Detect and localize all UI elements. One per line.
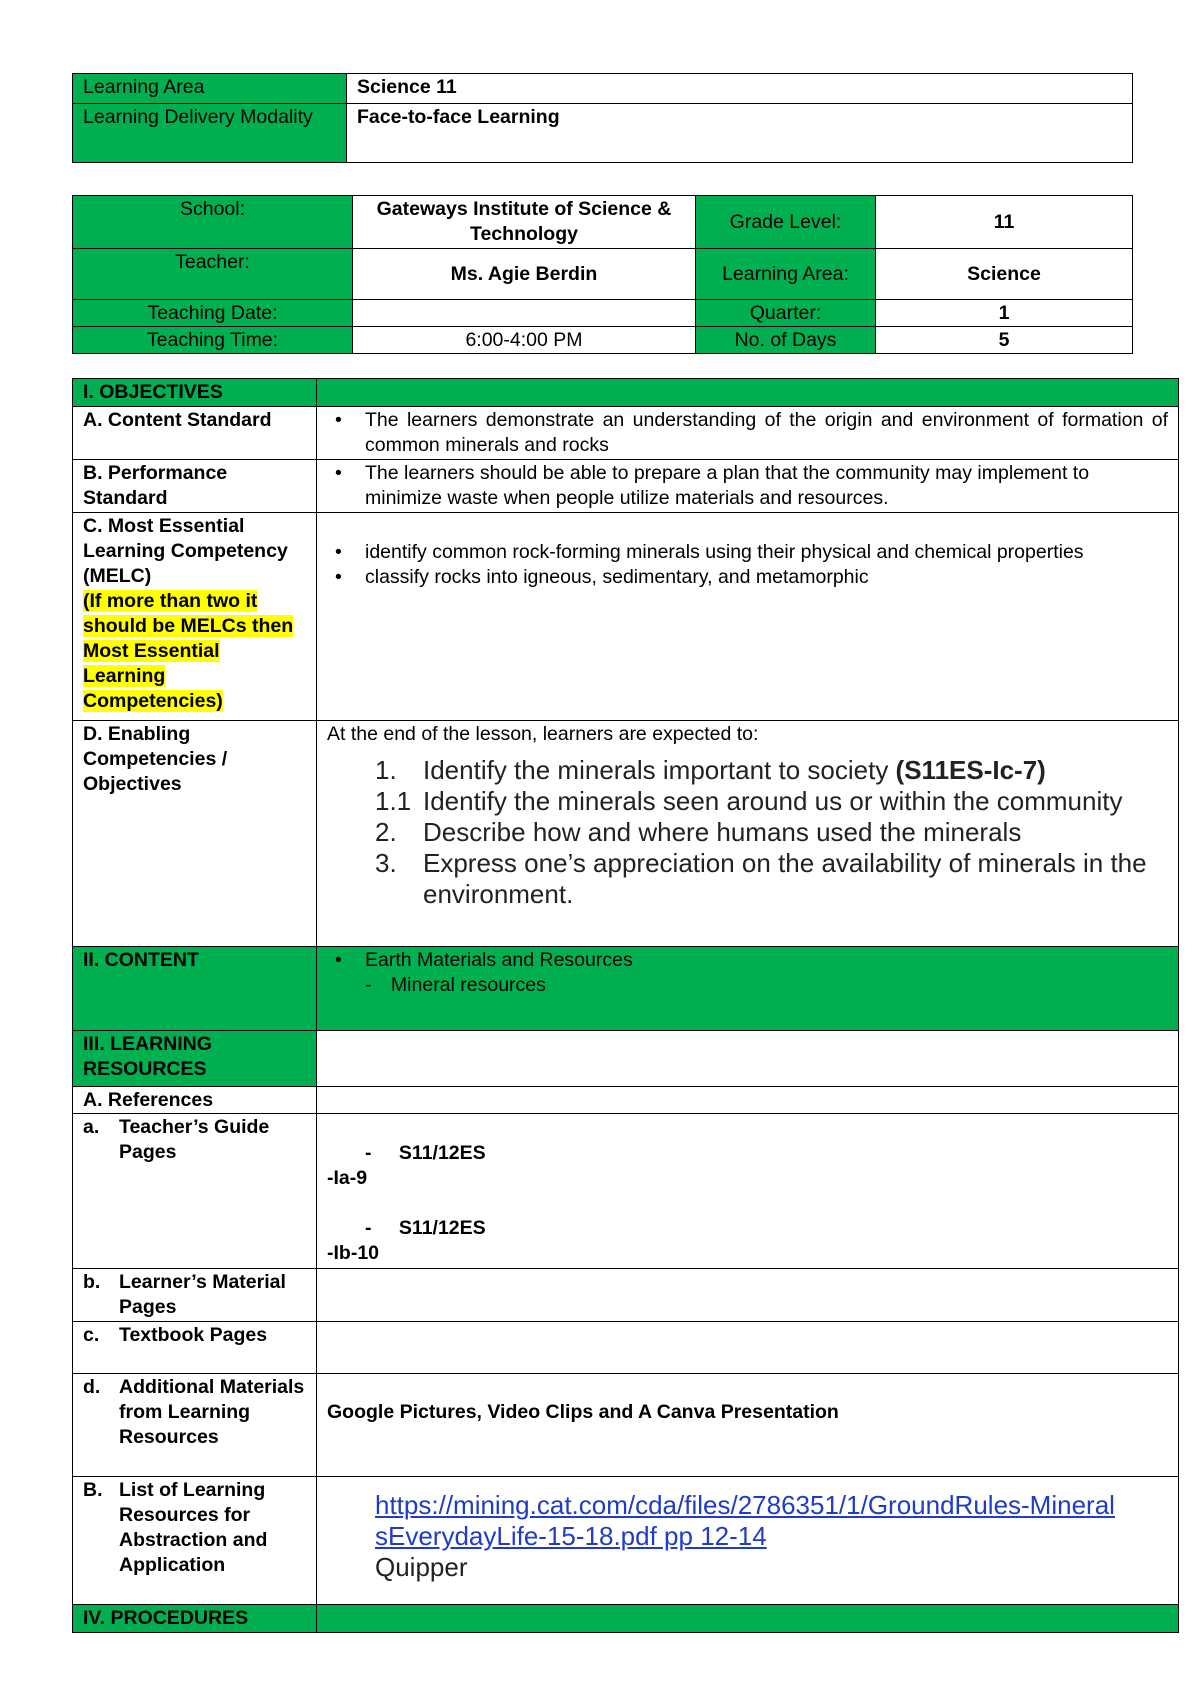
list-label-cell [73, 1477, 317, 1605]
resource-other: Quipper [375, 1552, 468, 1582]
tg-suffix: -Ib-10 [327, 1242, 380, 1264]
tg-suffix: -Ia-9 [327, 1167, 368, 1189]
add-label-cell [73, 1374, 317, 1477]
list-letter: B. [83, 1479, 103, 1501]
melc-label-cell [73, 513, 317, 721]
tg-item [327, 1115, 1168, 1191]
tg-code: S11/12ES [398, 1217, 486, 1239]
melc-label: C. Most Essential Learning Competency (MELC) [83, 515, 288, 587]
tg-cell [317, 1114, 1179, 1269]
enabling-label: D. Enabling Competencies / Objectives [73, 721, 317, 947]
tb-letter: c. [83, 1324, 100, 1346]
tg-item [327, 1191, 1168, 1266]
grade-value: 11 [876, 196, 1133, 249]
enabling-item-number: 1. [375, 755, 397, 785]
enabling-item [375, 755, 1168, 786]
quarter-label: Quarter: [696, 300, 876, 327]
melc-cell [317, 513, 1179, 721]
date-label: Teaching Date: [73, 300, 353, 327]
delivery-label: Learning Delivery Modality [73, 104, 347, 163]
references-fill [317, 1087, 1179, 1114]
melc-item: • identify common rock-forming minerals using their physical and chemical properties [365, 540, 1168, 565]
competency-code: (S11ES-Ic-7) [895, 755, 1046, 785]
add-value: Google Pictures, Video Clips and A Canva Presentation [327, 1401, 839, 1423]
add-label: Additional Materials from Learning Resources [119, 1376, 305, 1448]
enabling-objectives-list [327, 747, 1168, 910]
list-cell [317, 1477, 1179, 1605]
content-heading: II. CONTENT [73, 947, 317, 1031]
content-standard-text: • The learners demonstrate an understanding of the origin and environment of formation of common minerals and rocks [365, 408, 1168, 458]
performance-standard-text: • The learners should be able to prepare a plan that the community may implement to minimize waste when people utilize materials and resources. [365, 461, 1168, 511]
add-cell [317, 1374, 1179, 1477]
learning-area-label: Learning Area [73, 74, 347, 104]
header-table [72, 73, 1133, 163]
content-standard-label: A. Content Standard [73, 407, 317, 460]
melc-note: (If more than two it should be MELCs then Most Essential Learning Competencies) [83, 590, 294, 712]
content-subtopic: Mineral resources [390, 974, 546, 996]
tb-label-cell [73, 1322, 317, 1374]
tg-label-cell [73, 1114, 317, 1269]
area-value: Science [876, 249, 1133, 300]
performance-standard-cell [317, 460, 1179, 513]
info-table [72, 195, 1133, 354]
time-value: 6:00-4:00 PM [353, 327, 696, 354]
resources-heading-fill [317, 1031, 1179, 1087]
enabling-item-number: 1.1 [375, 786, 412, 816]
learning-area-value: Science 11 [347, 74, 1133, 104]
lm-label-cell [73, 1269, 317, 1322]
objectives-heading: I. OBJECTIVES [73, 379, 317, 407]
grade-label: Grade Level: [696, 196, 876, 249]
enabling-item [375, 848, 1168, 910]
enabling-item-text: Identify the minerals seen around us or within the community [423, 786, 1123, 816]
objectives-heading-fill [317, 379, 1179, 407]
procedures-heading: IV. PROCEDURES [73, 1605, 317, 1633]
enabling-item-text: Identify the minerals important to society [423, 755, 896, 785]
enabling-item-number: 3. [375, 848, 397, 878]
references-label: A. References [73, 1087, 317, 1114]
tg-code: S11/12ES [398, 1142, 486, 1164]
lm-label: Learner’s Material Pages [119, 1271, 286, 1318]
lm-cell [317, 1269, 1179, 1322]
enabling-item [375, 786, 1168, 817]
tg-label: Teacher’s Guide Pages [119, 1116, 270, 1163]
tb-label: Textbook Pages [119, 1324, 268, 1346]
add-letter: d. [83, 1376, 101, 1398]
list-label: List of Learning Resources for Abstraction and Application [119, 1479, 268, 1576]
content-standard-cell [317, 407, 1179, 460]
time-label: Teaching Time: [73, 327, 353, 354]
enabling-item-text: Express one’s appreciation on the availability of minerals in the environment. [423, 848, 1147, 909]
teacher-label: Teacher: [73, 249, 353, 300]
procedures-heading-fill [317, 1605, 1179, 1633]
school-value: Gateways Institute of Science & Technology [353, 196, 696, 249]
content-topic: • Earth Materials and Resources [365, 948, 1168, 973]
resource-link[interactable]: https://mining.cat.com/cda/files/2786351/1/GroundRules-MineralsEverydayLife-15-18.pdf pp 12-14 [375, 1490, 1115, 1551]
days-value: 5 [876, 327, 1133, 354]
school-label: School: [73, 196, 353, 249]
enabling-intro: At the end of the lesson, learners are expected to: [327, 723, 759, 745]
content-subtopic-row [327, 973, 1168, 998]
delivery-value: Face-to-face Learning [347, 104, 1133, 163]
lesson-plan-table [72, 378, 1179, 1633]
tg-dash: - [365, 1217, 372, 1239]
area-label: Learning Area: [696, 249, 876, 300]
days-label: No. of Days [696, 327, 876, 354]
content-cell [317, 947, 1179, 1031]
resources-heading: III. LEARNING RESOURCES [73, 1031, 317, 1087]
performance-standard-label: B. Performance Standard [73, 460, 317, 513]
enabling-item [375, 817, 1168, 848]
date-value [353, 300, 696, 327]
tg-letter: a. [83, 1116, 100, 1138]
subtopic-dash: - [365, 974, 372, 996]
quarter-value: 1 [876, 300, 1133, 327]
tb-cell [317, 1322, 1179, 1374]
enabling-item-number: 2. [375, 817, 397, 847]
lm-letter: b. [83, 1271, 101, 1293]
teacher-value: Ms. Agie Berdin [353, 249, 696, 300]
enabling-cell [317, 721, 1179, 947]
tg-dash: - [365, 1142, 372, 1164]
melc-item: • classify rocks into igneous, sedimentary, and metamorphic [365, 565, 1168, 590]
resource-list [327, 1478, 1168, 1583]
enabling-item-text: Describe how and where humans used the minerals [423, 817, 1022, 847]
